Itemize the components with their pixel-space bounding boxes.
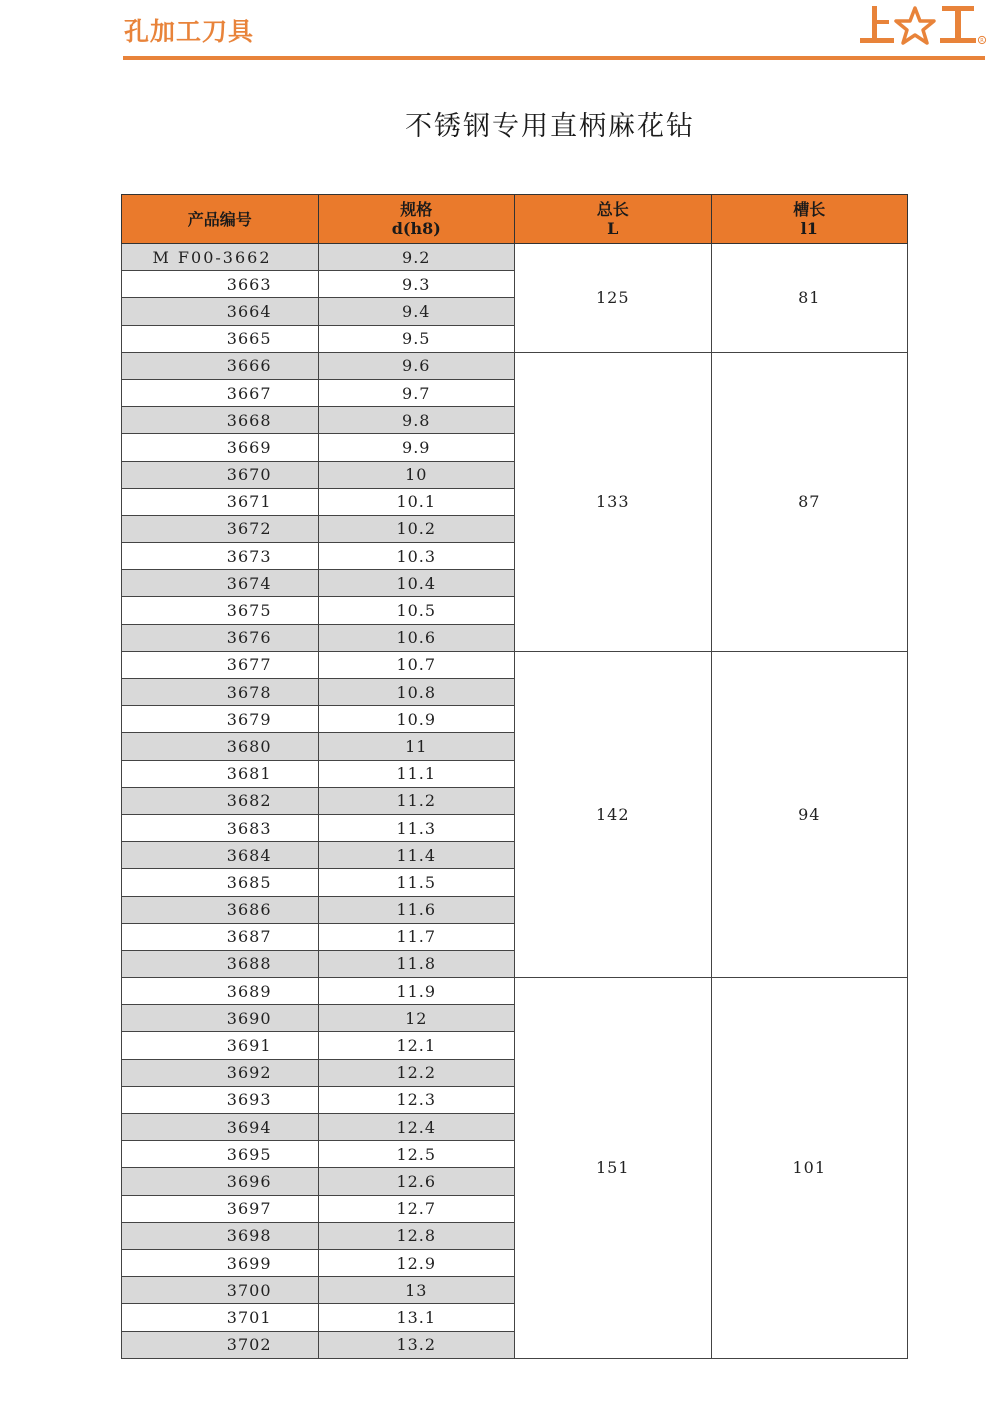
diameter-cell: 12.1 (318, 1032, 515, 1059)
diameter-cell: 12.5 (318, 1141, 515, 1168)
product-code-cell: 3694 (122, 1114, 319, 1141)
header-flute-length (711, 195, 908, 244)
header-total-length-sub: L (607, 219, 619, 238)
product-code-cell: 3702 (122, 1331, 319, 1358)
product-code-cell: 3689 (122, 978, 319, 1005)
total-length-cell: 151 (515, 978, 712, 1359)
table-body (122, 244, 908, 1359)
table-row (122, 978, 908, 1005)
diameter-cell: 10.7 (318, 651, 515, 678)
product-code-cell: 3671 (122, 488, 319, 515)
page-title: 不锈钢专用直柄麻花钻 (405, 111, 695, 142)
diameter-cell: 10.9 (318, 706, 515, 733)
diameter-cell: 11 (318, 733, 515, 760)
product-code-cell: 3696 (122, 1168, 319, 1195)
diameter-cell: 10.4 (318, 570, 515, 597)
diameter-cell: 11.8 (318, 950, 515, 977)
product-code-cell: 3674 (122, 570, 319, 597)
diameter-cell: 12.7 (318, 1195, 515, 1222)
product-code-cell: 3699 (122, 1249, 319, 1276)
header-total-length (515, 195, 712, 244)
header-product-code (122, 195, 319, 244)
product-code-cell: 3673 (122, 543, 319, 570)
diameter-cell: 9.9 (318, 434, 515, 461)
header-product-code-label: 产品编号 (187, 209, 252, 229)
product-code-cell: 3668 (122, 407, 319, 434)
header-flute-length-sub: l1 (800, 219, 818, 238)
total-length-cell: 142 (515, 651, 712, 977)
product-code-cell: 3667 (122, 379, 319, 406)
diameter-cell: 10.5 (318, 597, 515, 624)
product-code-cell: 3687 (122, 923, 319, 950)
header-divider (123, 56, 985, 60)
diameter-cell: 11.4 (318, 842, 515, 869)
product-code-cell: 3681 (122, 760, 319, 787)
diameter-cell: 9.3 (318, 271, 515, 298)
diameter-cell: 11.3 (318, 814, 515, 841)
diameter-cell: 12.3 (318, 1086, 515, 1113)
diameter-cell: 9.6 (318, 352, 515, 379)
diameter-cell: 11.7 (318, 923, 515, 950)
product-code-cell: 3701 (122, 1304, 319, 1331)
product-code-cell: 3684 (122, 842, 319, 869)
product-code-cell: 3683 (122, 814, 319, 841)
diameter-cell: 10.1 (318, 488, 515, 515)
header-total-length-label: 总长 (596, 200, 629, 219)
product-code-cell: 3691 (122, 1032, 319, 1059)
diameter-cell: 12.9 (318, 1249, 515, 1276)
diameter-cell: 12 (318, 1005, 515, 1032)
table-header-row (122, 195, 908, 244)
product-code-cell: 3693 (122, 1086, 319, 1113)
product-code-cell: 3700 (122, 1277, 319, 1304)
total-length-cell: 133 (515, 352, 712, 651)
table-row (122, 244, 908, 271)
flute-length-cell: 81 (711, 244, 908, 353)
product-code-cell: 3695 (122, 1141, 319, 1168)
diameter-cell: 9.8 (318, 407, 515, 434)
table-row (122, 651, 908, 678)
product-code-cell: 3692 (122, 1059, 319, 1086)
product-code-cell: 3672 (122, 515, 319, 542)
diameter-cell: 10.8 (318, 679, 515, 706)
diameter-cell: 9.2 (318, 244, 515, 271)
diameter-cell: 12.2 (318, 1059, 515, 1086)
product-code-cell: 3663 (122, 271, 319, 298)
diameter-cell: 10 (318, 461, 515, 488)
diameter-cell: 9.4 (318, 298, 515, 325)
product-code-cell: 3698 (122, 1222, 319, 1249)
product-code-cell: 3665 (122, 325, 319, 352)
product-code-cell: 3682 (122, 787, 319, 814)
header-spec-label: 规格 (400, 200, 433, 219)
diameter-cell: 11.9 (318, 978, 515, 1005)
product-code-cell: 3679 (122, 706, 319, 733)
product-code-cell: 3697 (122, 1195, 319, 1222)
diameter-cell: 12.8 (318, 1222, 515, 1249)
product-code-cell: 3680 (122, 733, 319, 760)
diameter-cell: 11.6 (318, 896, 515, 923)
total-length-cell: 125 (515, 244, 712, 353)
diameter-cell: 9.7 (318, 379, 515, 406)
diameter-cell: 11.1 (318, 760, 515, 787)
product-code-cell: 3688 (122, 950, 319, 977)
diameter-cell: 13.2 (318, 1331, 515, 1358)
flute-length-cell: 94 (711, 651, 908, 977)
section-title: 孔加工刀具 (124, 17, 255, 46)
product-code-cell: 3670 (122, 461, 319, 488)
spec-table (121, 194, 908, 1359)
product-code-cell: 3669 (122, 434, 319, 461)
diameter-cell: 11.2 (318, 787, 515, 814)
flute-length-cell: 101 (711, 978, 908, 1359)
product-code-cell: 3686 (122, 896, 319, 923)
table-row (122, 352, 908, 379)
header-flute-length-label: 槽长 (793, 200, 826, 219)
header-spec (318, 195, 515, 244)
diameter-cell: 13.1 (318, 1304, 515, 1331)
brand-logo (858, 2, 988, 48)
diameter-cell: 9.5 (318, 325, 515, 352)
diameter-cell: 11.5 (318, 869, 515, 896)
diameter-cell: 13 (318, 1277, 515, 1304)
product-code-cell: 3678 (122, 679, 319, 706)
svg-text:R: R (980, 38, 984, 44)
product-code-cell: 3676 (122, 624, 319, 651)
product-code-cell: 3664 (122, 298, 319, 325)
product-code-cell: 3666 (122, 352, 319, 379)
product-code-cell: 3685 (122, 869, 319, 896)
diameter-cell: 12.6 (318, 1168, 515, 1195)
product-code-cell: 3675 (122, 597, 319, 624)
flute-length-cell: 87 (711, 352, 908, 651)
product-code-cell: 3690 (122, 1005, 319, 1032)
product-code-cell: M F00-3662 (122, 244, 319, 271)
product-code-cell: 3677 (122, 651, 319, 678)
diameter-cell: 12.4 (318, 1114, 515, 1141)
diameter-cell: 10.2 (318, 515, 515, 542)
header-spec-sub: d(h8) (391, 219, 441, 238)
diameter-cell: 10.3 (318, 543, 515, 570)
diameter-cell: 10.6 (318, 624, 515, 651)
